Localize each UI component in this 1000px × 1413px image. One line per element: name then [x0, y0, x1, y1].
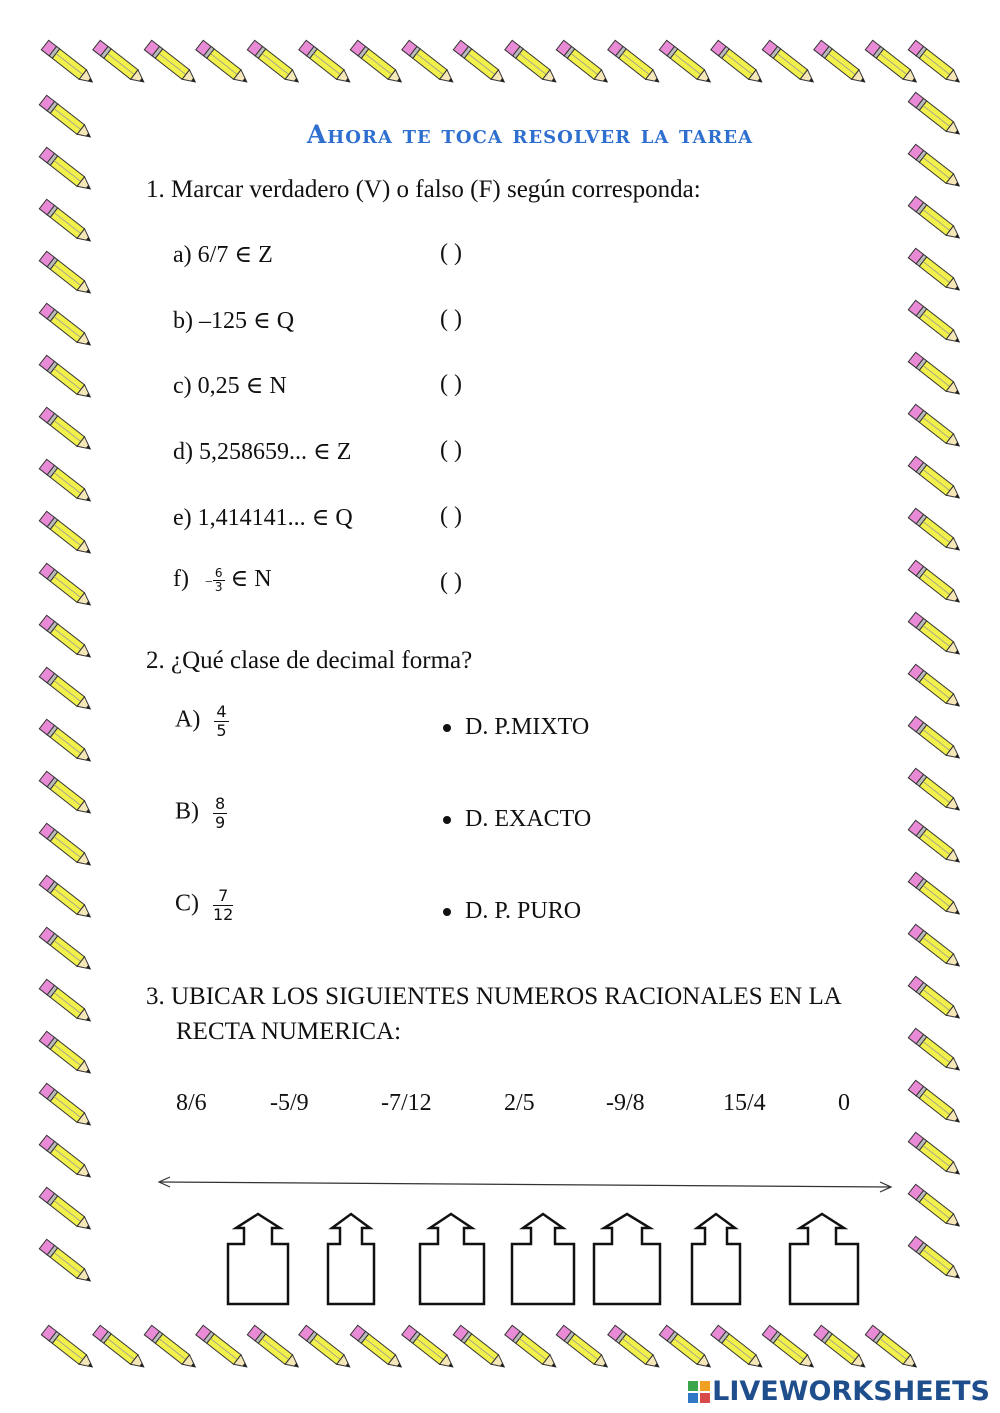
- number-line-area: [0, 1170, 1000, 1315]
- answer-box-2[interactable]: [328, 1214, 374, 1304]
- q2-option-3[interactable]: [443, 898, 581, 925]
- q1-answer-d[interactable]: ( ): [440, 437, 462, 463]
- q2-option-1[interactable]: [443, 714, 589, 741]
- q1-item-f-suffix: ∈ N: [224, 566, 272, 592]
- pencil-icon: [453, 1325, 508, 1371]
- answer-box-1[interactable]: [228, 1214, 288, 1304]
- question-3-prompt-line2: RECTA NUMERICA:: [176, 1018, 402, 1045]
- q2-item-b-fraction: [213, 795, 227, 831]
- pencil-icon: [908, 560, 963, 606]
- q2-option-2-label: D. EXACTO: [465, 806, 592, 832]
- pencil-icon: [908, 456, 963, 502]
- q3-number-4: 2/5: [504, 1090, 535, 1116]
- pencil-icon: [908, 1028, 963, 1074]
- pencil-icon: [908, 196, 963, 242]
- pencil-icon: [659, 1325, 714, 1371]
- pencil-icon: [908, 612, 963, 658]
- pencil-icon: [39, 927, 94, 973]
- pencil-icon: [350, 40, 405, 86]
- fraction-denominator: 3: [214, 579, 223, 594]
- pencil-icon: [93, 40, 148, 86]
- worksheet-title: Ahora te toca resolver la tarea: [306, 120, 754, 149]
- q3-number-2: -5/9: [270, 1090, 309, 1116]
- pencil-icon: [39, 407, 94, 453]
- question-2-prompt: 2. ¿Qué clase de decimal forma?: [146, 647, 473, 674]
- pencil-icon: [39, 823, 94, 869]
- pencil-icon: [711, 40, 766, 86]
- question-3-prompt-line1: 3. UBICAR LOS SIGUIENTES NUMEROS RACIONALES EN LA: [146, 983, 842, 1010]
- q1-item-f-sign: −: [204, 575, 213, 590]
- pencil-icon: [41, 1325, 96, 1371]
- pencil-icon: [908, 248, 963, 294]
- pencil-icon: [39, 147, 94, 193]
- q1-item-a: a) 6/7 ∈ Z: [173, 242, 273, 268]
- pencil-icon: [908, 508, 963, 554]
- pencil-icon: [908, 716, 963, 762]
- pencil-icon: [39, 875, 94, 921]
- q2-item-b-label: B): [175, 798, 199, 825]
- answer-box-6[interactable]: [692, 1214, 740, 1304]
- pencil-icon: [908, 1080, 963, 1126]
- pencil-icon: [39, 251, 94, 297]
- pencil-icon: [556, 40, 611, 86]
- pencil-icon: [711, 1325, 766, 1371]
- q2-option-2[interactable]: [443, 806, 591, 833]
- pencil-icon: [39, 563, 94, 609]
- pencil-icon: [39, 459, 94, 505]
- q1-answer-c[interactable]: ( ): [440, 371, 462, 397]
- pencil-icon: [247, 1325, 302, 1371]
- q2-item-a-label: A): [175, 706, 201, 733]
- pencil-icon: [247, 40, 302, 86]
- pencil-icon: [402, 1325, 457, 1371]
- q2-item-a: [175, 703, 229, 739]
- pencil-icon: [908, 924, 963, 970]
- pencil-icon: [814, 40, 869, 86]
- pencil-icon: [39, 355, 94, 401]
- q2-item-c-label: C): [175, 890, 199, 917]
- q1-answer-f[interactable]: ( ): [440, 569, 462, 595]
- pencil-icon: [453, 40, 508, 86]
- pencil-icon: [659, 40, 714, 86]
- liveworksheets-logo-icon: [688, 1381, 710, 1403]
- pencil-icon: [39, 667, 94, 713]
- pencil-icon: [908, 40, 963, 86]
- q1-item-f-fraction: [213, 567, 225, 594]
- pencil-icon: [908, 664, 963, 710]
- pencil-icon: [350, 1325, 405, 1371]
- answer-box-7[interactable]: [790, 1214, 858, 1304]
- pencil-icon: [908, 404, 963, 450]
- pencil-icon: [144, 40, 199, 86]
- pencil-icon: [196, 1325, 251, 1371]
- pencil-icon: [556, 1325, 611, 1371]
- pencil-icon: [865, 1325, 920, 1371]
- liveworksheets-logo-text: LIVEWORKSHEETS: [712, 1376, 990, 1407]
- pencil-icon: [39, 771, 94, 817]
- answer-box-4[interactable]: [512, 1214, 574, 1304]
- q1-answer-e[interactable]: ( ): [440, 503, 462, 529]
- q1-item-c: c) 0,25 ∈ N: [173, 373, 287, 399]
- answer-box-3[interactable]: [420, 1214, 484, 1304]
- q1-answer-b[interactable]: ( ): [440, 306, 462, 332]
- q2-option-3-label: D. P. PURO: [465, 898, 582, 924]
- pencil-icon: [39, 511, 94, 557]
- number-line: [159, 1177, 891, 1192]
- q1-item-d: d) 5,258659... ∈ Z: [173, 439, 352, 465]
- pencil-icon: [762, 40, 817, 86]
- q3-number-6: 15/4: [723, 1090, 766, 1116]
- fraction-numerator: 4: [216, 702, 227, 721]
- q2-option-1-label: D. P.MIXTO: [465, 714, 590, 740]
- q3-number-1: 8/6: [176, 1090, 207, 1116]
- q2-item-b: [175, 795, 227, 831]
- pencil-icon: [39, 719, 94, 765]
- pencil-icon: [908, 872, 963, 918]
- pencil-icon: [908, 976, 963, 1022]
- q1-item-e: e) 1,414141... ∈ Q: [173, 505, 353, 531]
- q1-item-f-prefix: f): [173, 566, 189, 592]
- pencil-icon: [908, 352, 963, 398]
- fraction-numerator: 6: [214, 565, 223, 580]
- pencil-icon: [908, 300, 963, 346]
- pencil-icon: [505, 40, 560, 86]
- pencil-icon: [608, 40, 663, 86]
- fraction-denominator: 9: [215, 812, 226, 832]
- bullet-icon: [443, 724, 451, 732]
- pencil-icon: [908, 768, 963, 814]
- q1-item-f: [173, 564, 272, 594]
- q2-item-c: [175, 887, 233, 923]
- answer-box-5[interactable]: [594, 1214, 660, 1304]
- pencil-icon: [39, 979, 94, 1025]
- q3-number-7: 0: [838, 1090, 850, 1116]
- q3-number-5: -9/8: [606, 1090, 645, 1116]
- pencil-icon: [39, 1083, 94, 1129]
- fraction-numerator: 7: [213, 887, 233, 906]
- pencil-icon: [908, 820, 963, 866]
- fraction-denominator: 5: [216, 720, 227, 740]
- fraction-denominator: 12: [213, 904, 234, 924]
- pencil-icon: [299, 1325, 354, 1371]
- q1-answer-a[interactable]: ( ): [440, 240, 462, 266]
- fraction-numerator: 8: [215, 794, 226, 813]
- pencil-icon: [39, 1031, 94, 1077]
- q1-item-b: b) –125 ∈ Q: [173, 308, 295, 334]
- q2-item-c-fraction: [213, 887, 233, 923]
- pencil-icon: [814, 1325, 869, 1371]
- pencil-icon: [908, 144, 963, 190]
- pencil-icon: [505, 1325, 560, 1371]
- pencil-icon: [196, 40, 251, 86]
- pencil-icon: [608, 1325, 663, 1371]
- pencil-icon: [762, 1325, 817, 1371]
- bullet-icon: [443, 816, 451, 824]
- bullet-icon: [443, 908, 451, 916]
- question-1-prompt: 1. Marcar verdadero (V) o falso (F) según corresponda:: [146, 176, 701, 203]
- pencil-icon: [39, 199, 94, 245]
- pencil-icon: [39, 615, 94, 661]
- pencil-icon: [39, 303, 94, 349]
- pencil-icon: [93, 1325, 148, 1371]
- pencil-icon: [402, 40, 457, 86]
- pencil-icon: [41, 40, 96, 86]
- q3-number-3: -7/12: [381, 1090, 432, 1116]
- pencil-icon: [299, 40, 354, 86]
- liveworksheets-logo: [688, 1376, 990, 1407]
- q2-item-a-fraction: [214, 703, 228, 739]
- pencil-icon: [144, 1325, 199, 1371]
